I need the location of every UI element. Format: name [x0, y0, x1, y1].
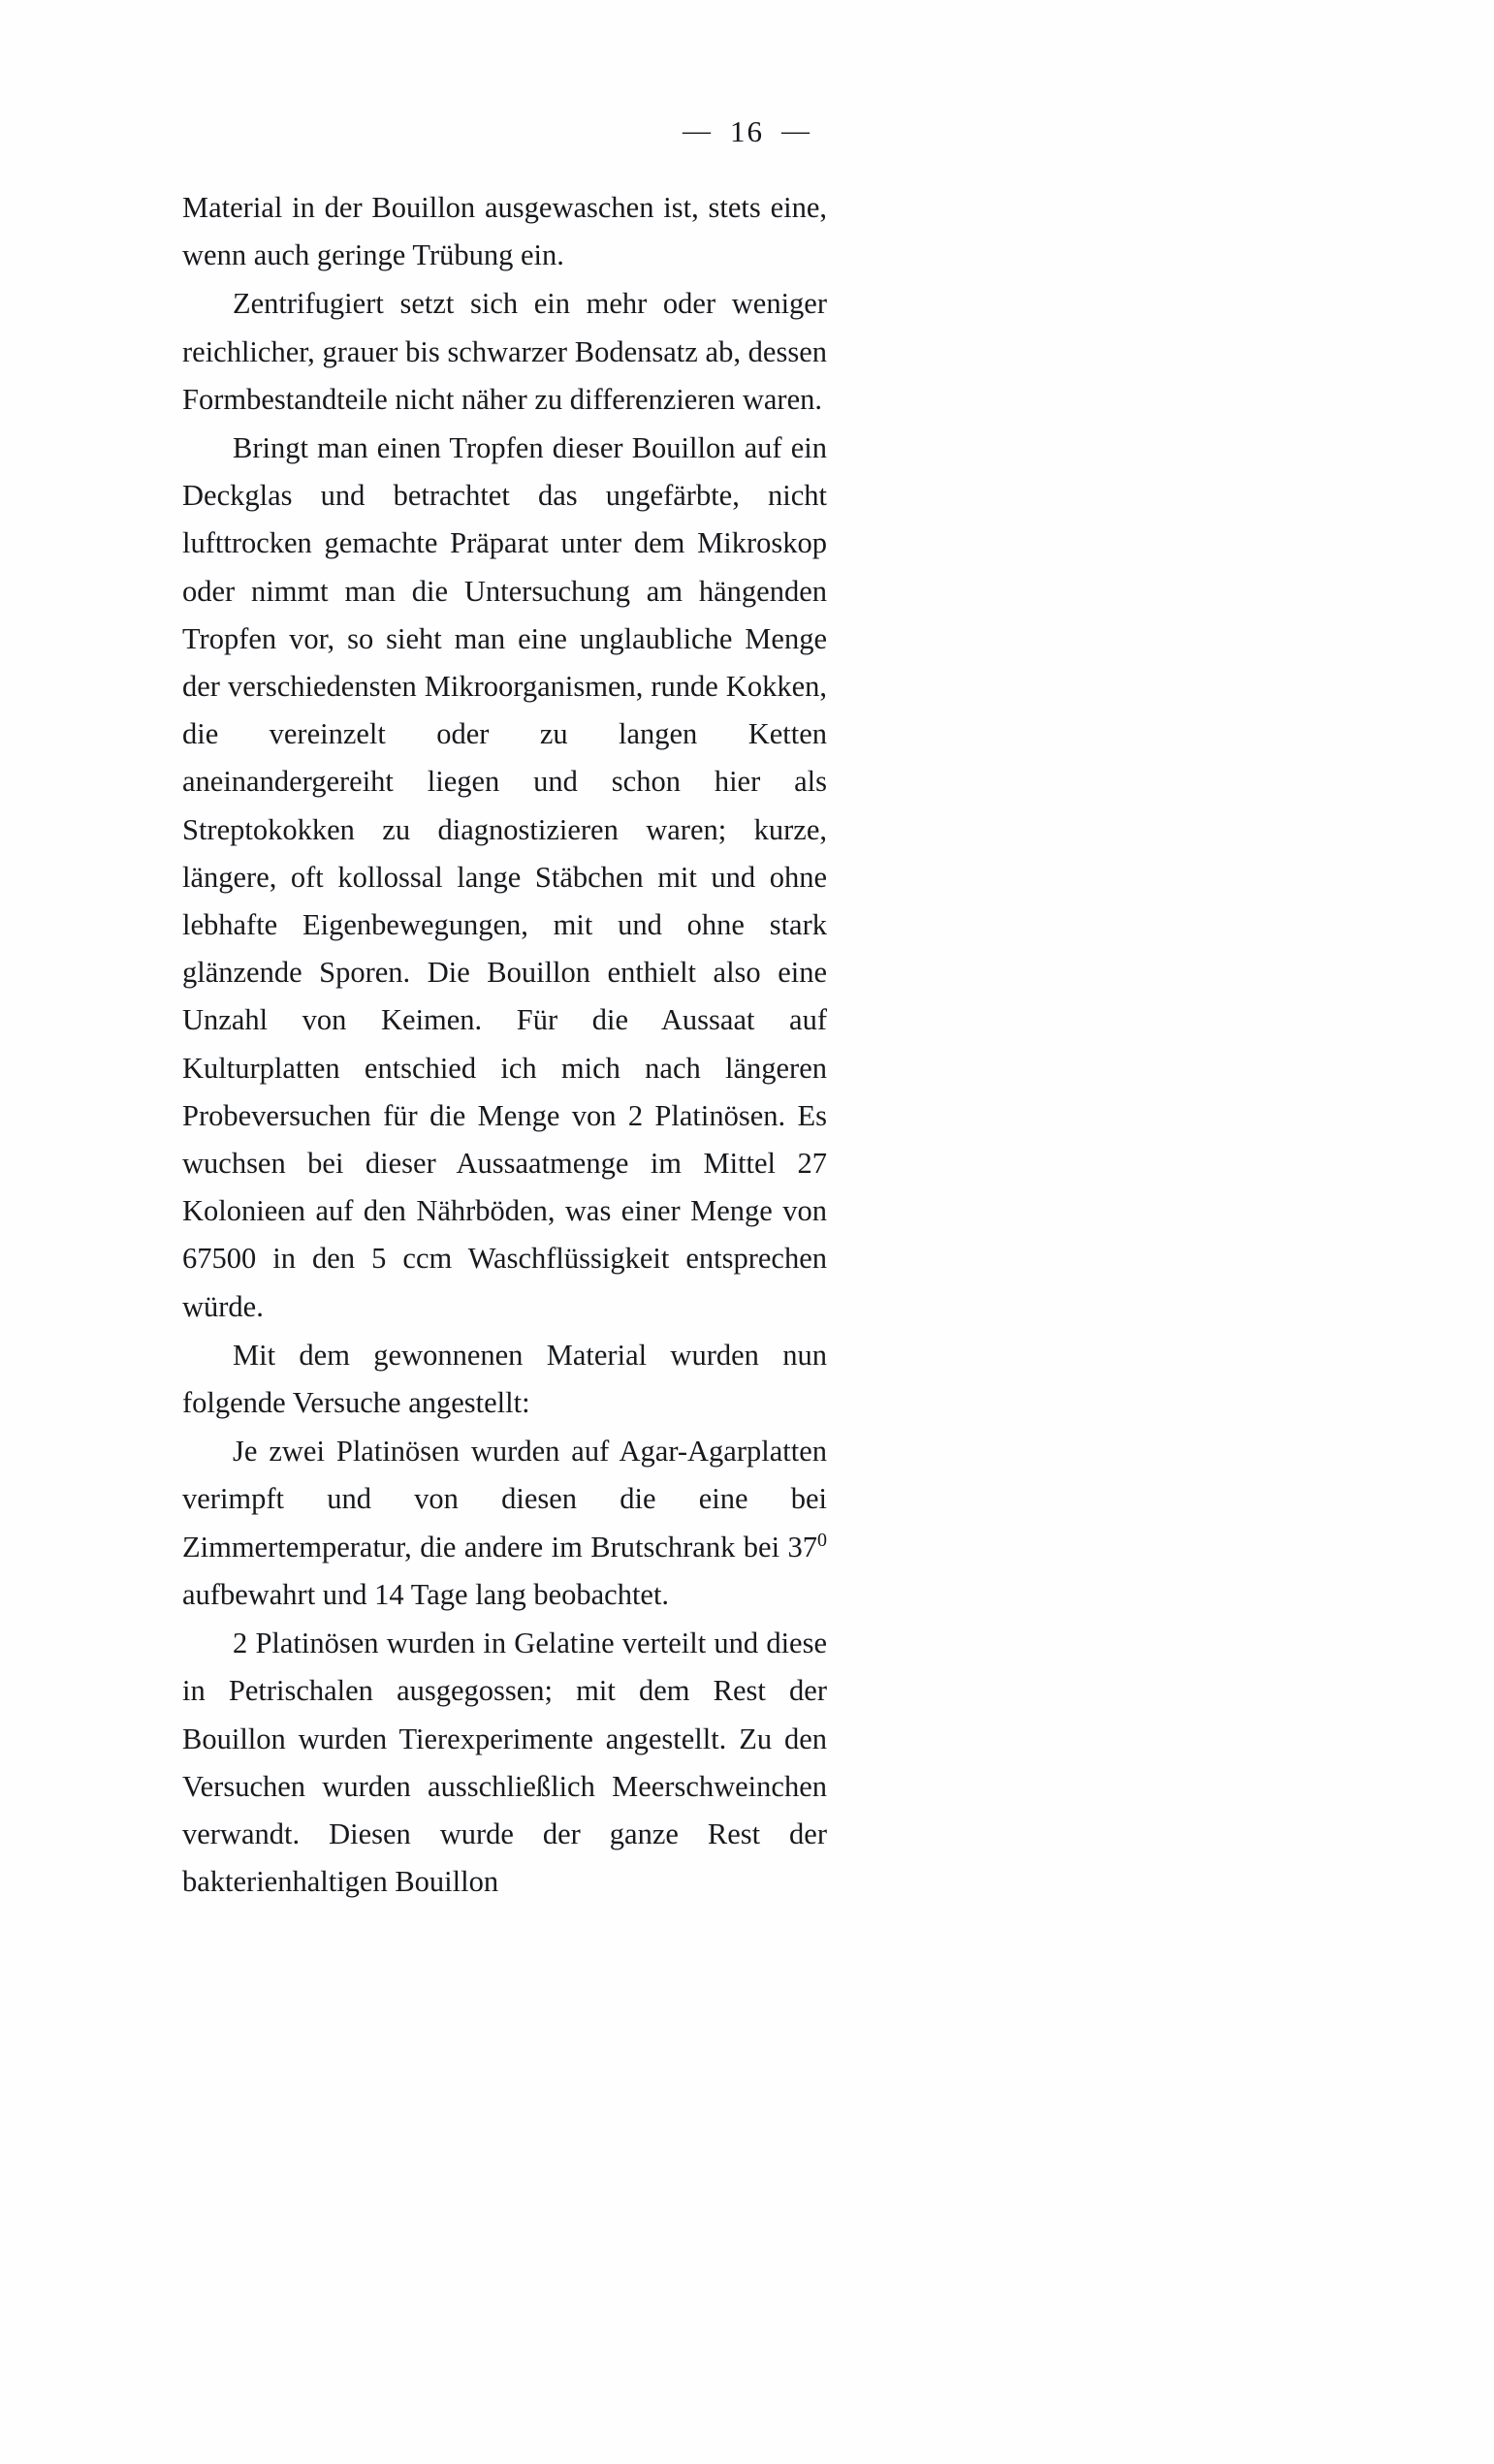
paragraph-3: Bringt man einen Tropfen dieser Bouillon auf ein Deckglas und betrachtet das ungefärbte, nicht lufttrocken gemachte Präparat unter dem Mikroskop oder nimmt man die Untersuchung am hängenden Tropfen vor, so sieht man eine unglaubliche Menge der verschiedensten Mikroorganismen, runde Kokken, die vereinzelt oder zu langen Ketten aneinandergereiht liegen und schon hier als Streptokokken zu diagnostizieren waren; kurze, längere, oft kollossal lange Stäbchen mit und ohne lebhafte Eigenbewegungen, mit und ohne stark glänzende Sporen. Die Bouillon enthielt also eine Unzahl von Keimen. Für die Aussaat auf Kulturplatten entschied ich mich nach längeren Probeversuchen für die Menge von 2 Platinösen. Es wuchsen bei dieser Aussaatmenge im Mittel 27 Kolonieen auf den Nährböden, was einer Menge von 67500 in den 5 ccm Waschflüssigkeit entsprechen würde. — [182, 431, 827, 1323]
page-number-dash-right: — — [781, 115, 811, 146]
paragraph-5 — [182, 1428, 827, 1619]
paragraph-6: 2 Platinösen wurden in Gelatine verteilt und diese in Petrischalen ausgegossen; mit dem Rest der Bouillon wurden Tierexperimente angestellt. Zu den Versuchen wurden ausschließlich Meerschweinchen verwandt. Diesen wurde der ganze Rest der bakterienhaltigen Bouillon — [182, 1627, 827, 1899]
page-body-text — [182, 184, 827, 1907]
paragraph-5-part-1: Je zwei Platinösen wurden auf Agar-Agarplatten verimpft und von diesen die eine bei Zimmertemperatur, die andere im Brutschrank bei 37 — [182, 1435, 827, 1564]
paragraph-4: Mit dem gewonnenen Material wurden nun folgende Versuche angestellt: — [182, 1338, 827, 1420]
paragraph-2: Zentrifugiert setzt sich ein mehr oder weniger reichlicher, grauer bis schwarzer Bodensatz ab, dessen Formbestandteile nicht näher zu differenzieren waren. — [182, 287, 827, 416]
page-number-value: 16 — [730, 114, 764, 148]
page-number-dash-left: — — [683, 115, 713, 146]
paragraph-5-part-2: aufbewahrt und 14 Tage lang beobachtet. — [182, 1577, 670, 1611]
paragraph-1: Material in der Bouillon ausgewaschen ist, stets eine, wenn auch geringe Trübung ein. — [182, 191, 827, 272]
degree-marker: 0 — [817, 1529, 827, 1551]
page-number — [0, 114, 1494, 149]
